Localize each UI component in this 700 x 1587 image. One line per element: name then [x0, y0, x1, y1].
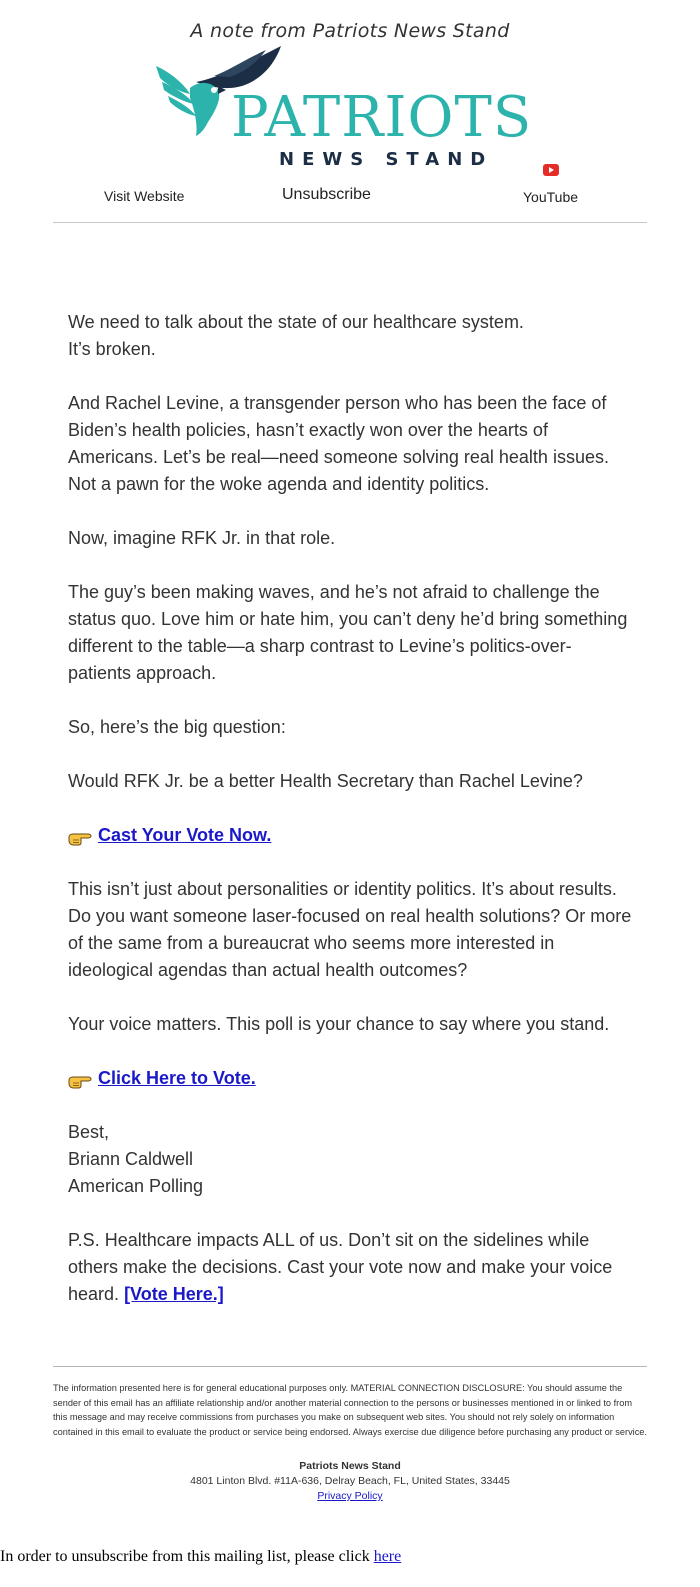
signer-org: American Polling [68, 1176, 204, 1196]
signer-name: Briann Caldwell [68, 1149, 194, 1169]
youtube-link[interactable]: YouTube [523, 189, 579, 205]
paragraph-question-intro: So, here’s the big question: [68, 717, 286, 737]
postscript [68, 1227, 632, 1308]
pointing-hand-icon [68, 1073, 92, 1089]
youtube-icon[interactable] [543, 164, 559, 176]
postscript-text: P.S. Healthcare impacts ALL of us. Don’t sit on the sidelines while others make the decisions. Cast your vote now and make your voice heard. [68, 1230, 613, 1304]
intro-line-2: It’s broken. [68, 339, 156, 359]
paragraph-imagine: Now, imagine RFK Jr. in that role. [68, 528, 336, 548]
intro-line-1: We need to talk about the state of our healthcare system. [68, 312, 524, 332]
cta-click-vote [68, 1065, 632, 1092]
disclaimer: The information presented here is for general educational purposes only. MATERIAL CONNECTION DISCLOSURE: You should assume the sender of this email has an affiliate relationship and/or another material connection to the persons or businesses mentioned in or linked to from this message and may receive commissions from purchases you make on subsequent web sites. You should not rely solely on information contained in this email to evaluate the product or service being endorsed. Always exercise due diligence before purchasing any product or service. [53, 1383, 647, 1437]
paragraph-waves: The guy’s been making waves, and he’s not afraid to challenge the status quo. Love him or hate him, you can’t deny he’d bring something different to the table—a sharp contrast to Levine’s politics-over-patients approach. [68, 582, 628, 683]
email-body [53, 223, 647, 1308]
paragraph-intro [68, 309, 632, 363]
cast-vote-link[interactable]: Cast Your Vote Now. [98, 825, 272, 845]
paragraph-question: Would RFK Jr. be a better Health Secretary than Rachel Levine? [68, 771, 583, 791]
mailing-list-unsubscribe [0, 1548, 401, 1566]
footer-address: 4801 Linton Blvd. #11A-636, Delray Beach, FL, United States, 33445 [190, 1475, 510, 1487]
paragraph-voice: Your voice matters. This poll is your chance to say where you stand. [68, 1014, 610, 1034]
footer-address-block [53, 1459, 647, 1504]
header-nav [53, 176, 647, 223]
brand-logo[interactable] [53, 46, 647, 176]
paragraph-levine: And Rachel Levine, a transgender person who has been the face of Biden’s health policies, hasn’t exactly won over the hearts of Americans. Let’s be real—need someone solving real health issues. Not a pawn for the woke agenda and identity politics. [68, 393, 609, 494]
footer-company: Patriots News Stand [299, 1460, 401, 1472]
unsubscribe-link[interactable]: Unsubscribe [282, 186, 371, 203]
unsubscribe-here-link[interactable]: here [373, 1548, 402, 1565]
cta-vote-now [68, 822, 632, 849]
vote-here-link[interactable]: [Vote Here.] [124, 1284, 224, 1304]
signature [68, 1119, 632, 1200]
click-here-vote-link[interactable]: Click Here to Vote. [98, 1068, 256, 1088]
pointing-hand-icon [68, 830, 92, 846]
signoff: Best, [68, 1122, 110, 1142]
logo-title: PATRIOTS [231, 85, 533, 150]
footer [53, 1366, 647, 1504]
paragraph-results: This isn’t just about personalities or identity politics. It’s about results. Do you want someone laser-focused on real health solutions? Or more of the same from a bureaucrat who seems more interested in ideological agendas than actual health outcomes? [68, 879, 632, 980]
unsubscribe-text: In order to unsubscribe from this mailing list, please click [0, 1548, 370, 1565]
visit-website-link[interactable]: Visit Website [104, 188, 185, 204]
header-note: A note from Patriots News Stand [190, 20, 510, 42]
email-container [53, 0, 647, 1504]
privacy-policy-link[interactable]: Privacy Policy [317, 1490, 383, 1502]
logo-subtitle: NEWS STAND [279, 149, 494, 170]
